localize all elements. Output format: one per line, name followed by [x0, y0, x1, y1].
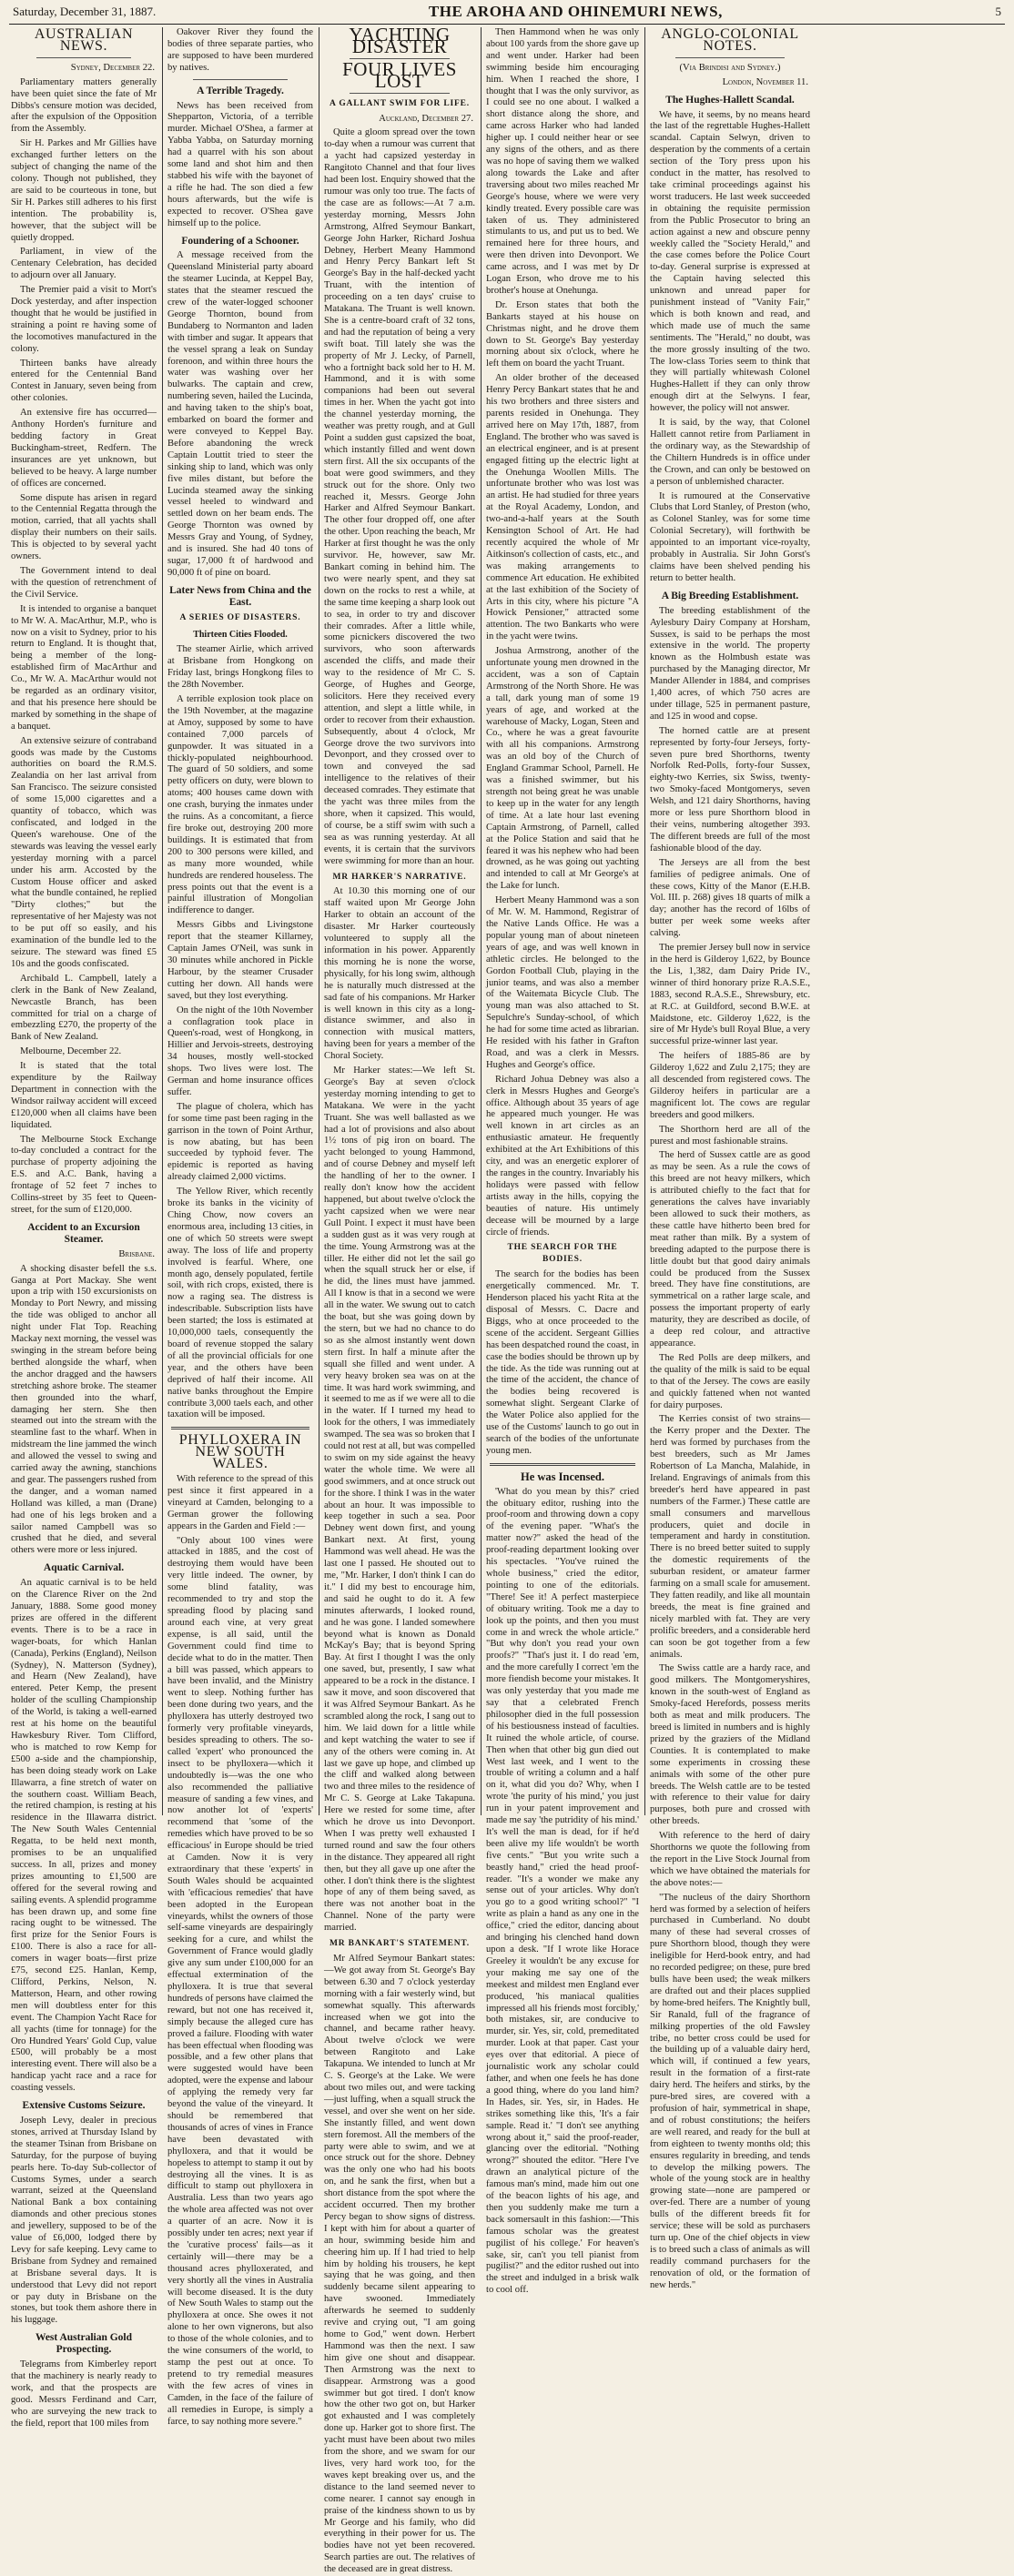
- article-heading: Aquatic Carnival.: [43, 1562, 125, 1574]
- dateline: Brisbane.: [118, 1248, 155, 1259]
- paragraph: An extensive fire has occurred—Anthony Horden's furniture and bedding factory in Great Buckingham-street, Redfern. The insurances are yet unknown, but believed to be heavy. A large number of offices are concerned.: [11, 408, 157, 489]
- paragraph: The premier Jersey bull now in service in the herd is Gilderoy 1,622, by Bounce the Lis, 1,382, dam Dairy Pride IV., winner of third honorary prize R.A.S.E., 1883, second R.A.S.E., Shrewsbury, etc. at R.C. at Guildford, second B.W.E. at Maidstone, etc. Gilderoy 1,622, is the sire of Mr Hyde's bull Royal Blue, a very successful prize-winner last year.: [650, 943, 810, 1047]
- subheading: MR BANKART'S STATEMENT.: [330, 1939, 470, 1949]
- paragraph: It is stated that the total expenditure by the Railway Department in connection with the Windsor railway accident will exceed £120,000 when all claims have been liquidated.: [11, 1061, 157, 1130]
- paragraph: Thirteen banks have already entered for the Centennial Band Contest in January, seven being from other colonies.: [11, 358, 157, 404]
- column-anglo-colonial-notes: [650, 26, 810, 2290]
- paragraph: At 10.30 this morning one of our staff waited upon Mr George John Harker to obtain an account of the disaster. Mr Harker courteously volunteered to supply all the information in his power. Apparently this morning he is none the worse, physically, for his long swim, although he is naturally much distressed at the sad fate of his companions. Mr Harker is well known in this city as a long-distance swimmer, and also in connection with musical matters, having been for years a member of the Choral Society.: [324, 886, 475, 1062]
- divider: [350, 93, 450, 94]
- column-2: [167, 27, 313, 2427]
- paragraph: News has been received from Shepparton, Victoria, of a terrible murder. Michael O'Shea, a farmer at Yabba Yabba, on Saturday morning had a quarrel with his son about some land and shot him and then stabbed his wife with the bayonet of a rifle he had. The son died a few hours afterwards, but the wife is expected to recover. O'Shea gave himself up to the police.: [167, 100, 313, 228]
- article-heading: A Big Breeding Establishment.: [661, 590, 799, 601]
- column-rule: [481, 27, 482, 1815]
- paragraph: On the night of the 10th November a conflagration took place in Queen's-road, west of Hongkong, in Hillier and Jervois-streets, destroying 34 houses, mostly well-stocked shops. Two lives were lost. The German and home insurance offices suffer.: [167, 1005, 313, 1097]
- paragraph: Messrs Gibbs and Livingstone report that the steamer Killarney, Captain James O'Neil, was sunk in 30 minutes while anchored in Pickle Harbour, by the steamer Crusader cutting her down. All hands were saved, but they lost everything.: [167, 920, 313, 1001]
- paragraph: Herbert Meany Hammond was a son of Mr. W. M. Hammond, Registrar of the Native Lands Office. He was a popular young man of about nineteen years of age, and was well known in athletic circles. He belonged to the Gordon Football Club, playing in the junior teams, and was also a member of the Waitemata Bicycle Club. The young man was also attached to St. Sepulchre's Sunday-school, of which he had for some time acted as librarian. He resided with his father in Grafton Road, and was a clerk in Messrs. Hughes and George's office.: [486, 895, 639, 1070]
- paragraph: Sir H. Parkes and Mr Gillies have exchanged further letters on the subject of changing the name of the colony. Though not published, they are said to be courteous in tone, but Sir H. Parkes still adheres to his first intention. The probability is, however, that the subject will be quietly dropped.: [11, 138, 157, 243]
- paragraph: The horned cattle are at present represented by forty-four Jerseys, forty-seven pure bred Shorthorns, twenty Norfolk Red-Polls, forty-four Sussex, eighty-two Kerries, six Swiss, twenty-two Smoky-faced Montgomerys, seven Welsh, and 121 dairy Shorthorns, having more or less pure Shorthorn blood in their veins, numbering altogether 393. The different breeds are full of the most fashionable blood of the day.: [650, 725, 810, 854]
- column-yachting-disaster: [324, 24, 475, 2575]
- article-heading: The Hughes-Hallett Scandal.: [665, 94, 795, 106]
- article-heading: Extensive Customs Seizure.: [22, 2100, 146, 2112]
- dateline: London, November 11.: [722, 76, 808, 87]
- article-heading: Foundering of a Schooner.: [181, 235, 299, 247]
- paragraph: With reference to the herd of dairy Shorthorns we quote the following from the report in the Live Stock Journal from which we have obtained the materials for the above notes:—: [650, 1831, 810, 1888]
- article-heading: A Terrible Tragedy.: [197, 85, 284, 96]
- paragraph: "The nucleus of the dairy Shorthorn herd was formed by a selection of heifers purchased in Cumberland. No doubt many of these had several crosses of pure Shorthorn blood, though they were ineligible for Herd-book entry, and had no recorded pedigree; on these, pure bred bulls have been used; the weak milkers are drafted out and their places supplied by home-bred heifers. The Knightly bull, Sir Ranald, full of the fragrance of milking properties of the old Fawsley tribe, no better cross could be used for the building up of a valuable dairy herd, which will, if continued a few years, result in the formation of a first-rate dairy herd. The heifers and stirks, by the pure-bred sires, are covered with a profusion of hair, symmetrical in shape, and of robust constitutions; the heifers are well reared, and ready for the bull at from eighteen to twenty months old; this ensures regularity in breeding, and tends to develop the milking powers. The whole of the young stock are in healthy growing state—none are pampered or over-fed. There are a number of young bulls of the different breeds fit for service; these will be sold as purchasers turn up. One of the chief objects in view is to breed such a class of animals as will readily command purchasers for the renovation of old, or the formation of new herds.": [650, 1892, 810, 2290]
- paragraph: Archibald L. Campbell, lately a clerk in the Bank of New Zealand, Newcastle Branch, has been committed for trial on a charge of embezzling £270, the property of the Bank of New Zealand.: [11, 973, 157, 1043]
- article-body: [324, 886, 475, 1935]
- paragraph: The Swiss cattle are a hardy race, and good milkers. The Montgomeryshires, known in the south-west of England as Smoky-faced Herefords, possess merits both as meat and milk producers. The breed is limited in numbers and is highly prized by the graziers of the Midland Counties. It is contemplated to make some experiments in crossing these animals with some of the other pure breeds. The Welsh cattle are to be tested with reference to their value for dairy purposes, both pure and crossed with other breeds.: [650, 1663, 810, 1827]
- paragraph: Some dispute has arisen in regard to the Centennial Regatta through the motion, carried, that all yachts shall display their numbers on their sails. This is objected to by several yacht owners.: [11, 492, 157, 562]
- paragraph: A terrible explosion took place on the 19th November, at the magazine at Amoy, supposed by some to have contained 7,000 parcels of gunpowder. It was situated in a thickly-populated neighbourhood. The guard of 50 soldiers, and some petty officers on duty, were blown to atoms; 400 houses came down with one crash, burying the inmates under the ruins. As a concomitant, a fierce fire broke out, destroying 200 more buildings. It is estimated that from 200 to 300 persons were killed, and as many more wounded, while hundreds are rendered houseless. The press points out that the event is a painful illustration of Mongolian indifference to danger.: [167, 694, 313, 916]
- divider: [193, 79, 288, 80]
- paragraph: The herd of Sussex cattle are as good as may be seen. As a rule the cows of this breed are not heavy milkers, which is attributed chiefly to the fact that for generations the calves have invariably been allowed to suck their mothers, as these cattle have hitherto been bred for meat rather than milk. By a system of breeding adapted to the purpose there is little doubt but that good dairy animals could be produced from the Sussex breed. They have fine constitutions, are symmetrical on a rather large scale, and possess the important property of early maturity, they are described as docile, of a deep red colour, and attractive appearance.: [650, 1150, 810, 1349]
- article-body: [486, 27, 639, 1238]
- section-title: ANGLO-COLONIAL NOTES.: [661, 26, 799, 54]
- paragraph: The search for the bodies has been energetically commenced. Mr. T. Henderson placed his yacht Rita at the disposal of Messrs. C. Dacre and Biggs, who at once proceeded to the scene of the accident. Sergeant Gillies has been despatched round the coast, in case the bodies should be thrown up by the tide. As the tide was running out at the time of the accident, the chance of the bodies being recovered is somewhat slight. Sergeant Clarke of the Water Police also applied for the use of the Customs' launch to go out in search of the bodies of the unfortunate young men.: [486, 1269, 639, 1456]
- column-4: [486, 27, 639, 2296]
- paragraph: The Melbourne Stock Exchange to-day concluded a contract for the purchase of property adjoining the E.S. and A.C. Bank, having a frontage of 52 feet 7 inches to Collins-street by 35 feet to Queen-street, for the sum of £120,000.: [11, 1134, 157, 1215]
- dateline: Auckland, December 27.: [379, 113, 473, 124]
- paragraph: An aquatic carnival is to be held on the Clarence River on the 2nd January, 1888. Some good money prizes are offered in the different events. There is to be a race in wager-boats, for which Hanlan (Canada), Perkins (England), Neilson (Sydney), N. Matterson (Sydney), and Hearn (New Zealand), have entered. Peter Kemp, the present holder of the sculling Championship of the World, is taking a well-earned rest at his home on the beautiful Hawkesbury River. Tom Clifford, who is matched to row Kemp for £500 a-side and the championship, has been doing steady work on Lake Illawarra, a fine stretch of water on the southern coast. William Beach, the retired champion, is resting at his residence in the Illawarra district. The New South Wales Centennial Regatta, to be held next month, promises to be an unqualified success. In all, prizes and money prizes amounting to £1,500 are offered for the several rowing and sailing events. A splendid programme has been drawn up, and some fine racing ought to be witnessed. The first prize for the Senior Fours is £100. There is also a race for all-comers in wager boats—first prize £75, second £25. Hanlan, Kemp, Clifford, Perkins, Nelson, N. Matterson, Hearn, and other rowing men will doubtless enter for this event. The Champion Yacht Race for all yachts (time for tonnage) for the Oro Hundred Years' Gold Cup, value £500, will probably be a most interesting event. There will also be a handicap yacht race and a race for coasting vessels.: [11, 1578, 157, 2094]
- dateline: Sydney, December 22.: [70, 62, 155, 73]
- via-line: (Via Brindisi and Sydney.): [679, 62, 781, 73]
- article-heading: Accident to an Excursion Steamer.: [27, 1221, 140, 1245]
- paragraph: Melbourne, December 22.: [20, 1046, 122, 1057]
- paragraph: The Shorthorn herd are all of the purest and most fashionable strains.: [650, 1124, 810, 1147]
- paragraph: Mr Harker states:—We left St. George's Bay at seven o'clock yesterday morning intending to get to Matakana. We were in the yacht Truant. She was well ballasted as we had a lot of provisions and also about 1½ tons of pig iron on board. The yacht belonged to young Hammond, and of course Debney and myself left the handling of her to the owner. I really don't know how the accident happened, but about twelve o'clock the yacht capsized when we were near Gull Point. I expect it must have been a sudden gust as it was very rough at the time. Young Armstrong was at the tiller. He either did not let the sail go when the squall struck her or else, if he did, the lines must have jammed. All I know is that in a second we were all in the water. We swung out to catch the boat, but she was going down by the stern, but we had no chance to do so as she almost instantly went down stern first. In half a minute after the squall she filled and went under. A very heavy broken sea was on at the time. It was hard work swimming, and it seemed to me as if we were all to die in the water. If I turned my head to look for the others, I was immediately swamped. The sea was so broken that I could not rest at all, but was compelled to swim on my side against the heavy water the whole time. We were all good swimmers, and at once struck out for the shore. I think I was in the water about an hour. It was impossible to keep together in such a sea. Poor Debney went down first, and young Bankart next. At first, young Hammond was well ahead. He was the last one I passed. He shouted out to me, "Mr. Harker, I don't think I can do it." I did my best to encourage him, and said he ought to do it. A few minutes afterwards, I looked round, and he was gone. I landed somewhere beyond what is known as Donald McKay's Bay; that is beyond Spring Bay. At first I thought I was the only one saved, but, presently, I saw what appeared to be a rock in the distance. I saw it move, and soon discovered that it was Alfred Seymour Bankart. As he scrambled along the rock, I sang out to him. We laid down for a little while and kept watching the water to see if any of the others were coming in. At last we gave up hope, and climbed up the cliff and walked along between two and three miles to the residence of Mr C. S. George at Lake Takapuna. Here we rested for some time, after which he drove us into Devonport. When I was pretty well exhausted I turned round and saw the four others in the distance. They appeared all right then, but they all gave up one after the other. I don't think there is the slightest hope of any of them being saved, as there was not another boat in the Channel. None of the party were married.: [324, 1066, 475, 1934]
- section-title: FOUR LIVES LOST: [342, 57, 457, 92]
- paragraph: The Kerries consist of two strains—the Kerry proper and the Dexter. The herd was formed by purchases from the best breeders, such as Mr James Robertson of La Mancha, Malahide, in Ireland. Engravings of animals from this breeder's herd have appeared in past numbers of the Farmer.) These cattle are small consumers and marvellous producers, quiet and docile in temperament and hardy in constitution. There is no breed better suited to supply the domestic requirements of the suburban resident, or amateur farmer farming on a small scale for amusement. They fatten readily, and like all mountain breeds, the meat is fine grained and nicely marbled with fat. They are very prolific breeders, and a considerable herd can soon be got together from a few animals.: [650, 1414, 810, 1660]
- section-title: YACHTING DISASTER: [349, 24, 451, 57]
- article-body: [650, 110, 810, 585]
- paragraph: Quite a gloom spread over the town to-day when a rumour was current that a yacht had capsized yesterday in Rangitoto Channel and that four lives had been lost. Enquiry showed that the rumour was only too true. The facts of the case are as follows:—At 7 a.m. yesterday morning, Messrs John Armstrong, Alfred Seymour Bankart, George John Harker, Richard Joshua Debney, Herbert Meany Hammond and Henry Percy Bankart left St George's Bay in the half-decked yacht Truant, with the intention of proceeding on a ten days' cruise to Matakana. The Truant is well known. She is a centre-board craft of 32 tons, and had the reputation of being a very swift boat. Till lately she was the property of Mr J. Lecky, of Parnell, who a fortnight back sold her to H. M. Hammond, and it is with some companions had been out several times in her. When the yacht got into the channel yesterday morning, the weather was pretty rough, and at Gull Point a sudden gust capsized the boat, which instantly filled and went down stern first. All the six occupants of the boat were good swimmers, and they struck out for the shore. Only two reached it, Messrs. George John Harker and Alfred Seymour Bankart. The other four dropped off, one after the other. Upon reaching the beach, Mr Harker at first thought he was the only survivor. He, however, saw Mr. Bankart coming in behind him. The two were nearly spent, and they sat down on the rocks to rest a while, at the same time keeping a sharp look out to sea, in order to try and discover their comrades. After a little while, some picnickers discovered the two survivors, who soon afterwards ascended the cliffs, and made their way to the residence of Mr C. S. George, of Hughes and George, solicitors. Here they received every attention, and slept a little while, in order to recover from their exhaustion. Subsequently, about 4 o'clock, Mr George drove the two survivors into Devonport, and they crossed over to town and conveyed the sad intelligence to the relatives of their deceased comrades. They estimate that the yacht was three miles from the shore, when it capsized. This would, of course, be a stiff swim with such a sea as was running yesterday. At all events, it is certain that the survivors were swimming for more than an hour.: [324, 127, 475, 866]
- paragraph: It is intended to organise a banquet to Mr W. A. MacArthur, M.P., who is now on a visit to Sydney, prior to his return to England. It is thought that, being a member of the long-established firm of MacArthur and Co., Mr W. A. MacArthur would not be regarded as an ordinary visitor, and that his presence here should be marked by something in the shape of a banquet.: [11, 603, 157, 732]
- subheading: A SERIES OF DISASTERS.: [179, 612, 301, 622]
- masthead-rule: [9, 24, 1005, 25]
- issue-date: Saturday, December 31, 1887.: [13, 5, 157, 18]
- article-body: [167, 644, 313, 1421]
- section-title: AUSTRALIAN NEWS.: [34, 26, 134, 54]
- paper-name: THE AROHA AND OHINEMURI NEWS,: [428, 3, 723, 20]
- section-title: PHYLLOXERA IN NEW SOUTH WALES.: [178, 1432, 302, 1472]
- paragraph: Oakover River they found the bodies of three separate parties, who are supposed to have been murdered by natives.: [167, 27, 313, 73]
- subheading: Thirteen Cities Flooded.: [193, 629, 288, 640]
- paragraph: Joseph Levy, dealer in precious stones, arrived at Thursday Island by the steamer Tsinan from Brisbane on Saturday, for the purpose of buying pearls here. To-day Sub-collector of Customs Symes, under a search warrant, seized at the Queensland National Bank a box containing diamonds and other precious stones and jewellery, supposed to be of the value of £6,000, lodged there by Levy for safe keeping. Levy came to Brisbane from Sydney and remained at Brisbane several days. It is understood that Levy did not report or pay duty in Brisbane on the stones, but took them ashore there in his luggage.: [11, 2115, 157, 2326]
- paragraph: Parliament, in view of the Centenary Celebration, has decided to adjourn over all January.: [11, 247, 157, 281]
- paragraph: The Government intend to deal with the question of retrenchment of the Civil Service.: [11, 565, 157, 600]
- paragraph: Richard Johua Debney was also a clerk in Messrs Hughes and George's office. Although about 35 years of age he appeared much younger. He was well known in art circles as an enthusiastic amateur. He frequently exhibited at the Art Exhibitions of this city, and was an energetic explorer of the ranges in the country. Invariably his holidays were passed with fellow artists away in the hills, copying the beauties of nature. His untimely decease will be mourned by a large circle of friends.: [486, 1074, 639, 1237]
- article-body: [11, 1578, 157, 2095]
- article-body: [167, 27, 313, 75]
- paragraph: With reference to the spread of this pest since it first appeared in a vineyard at Camden, belonging to a German grower the following appears in the Garden and Field :—: [167, 1474, 313, 1531]
- paragraph: An older brother of the deceased Henry Percy Bankart states that he and his two brothers and three sisters and parents resided in Onehunga. They arrived here on May 17th, 1887, from England. The brother who was saved is an electrical engineer, and is at present engaged fitting up the electric light at the Onehunga Woollen Mills. The unfortunate brother who was lost was an artist. He had studied for three years at the Royal Academy, London, and two-and-a-half years at the South Kensington School of Art. He had recently acquired the whole of Mr Aitkinson's collection of casts, etc., and was making arrangements to commence Art education. He exhibited at the last exhibition of the Society of Arts in this city, where his picture "A Howick Pensioner," attracted some attention. The two Bankarts who were in the yacht were twins.: [486, 373, 639, 642]
- article-body: [11, 2116, 157, 2327]
- article-heading: West Australian Gold Prospecting.: [35, 2332, 133, 2356]
- article-body: [11, 77, 157, 1217]
- paragraph: An extensive seizure of contraband goods was made by the Customs authorities on board the R.M.S. Zealandia on her last arrival from San Francisco. The seizure consisted of some 15,000 cigarettes and a quantity of tobacco, which was confiscated, and lodged in the Queen's warehouse. One of the stewards was leaving the vessel early yesterday morning with a parcel under his arm. Accosted by the Custom House officer and asked what the bundle contained, he replied "Dirty clothes;" but the representative of her Majesty was not to be put off so easily, and his examination of the bundle led to the seizure. The steward was fined £5 10s and the goods confiscated.: [11, 735, 157, 969]
- paragraph: Telegrams from Kimberley report that the machinery is nearly ready to work, and that the prospects are good. Messrs Ferdinand and Carr, who are surveying the new track to the field, report that 100 miles from: [11, 2359, 157, 2429]
- page-number: 5: [995, 5, 1001, 18]
- article-body: [11, 1264, 157, 1558]
- paragraph: The Yellow River, which recently broke its banks in the vicinity of Ching Chow, now covers an enormous area, including 13 cities, in one of which 50 streets were swept away. The loss of life and property involved is fearful. Where, one month ago, densely populated, fertile soil, with rich crops, existed, there is now a raging sea. The distress is indescribable. Subscription lists have been started; the loss is estimated at 10,000,000 taels, consequently the board of revenue stopped the salary of all the provincial officials for one year, and the others have been deprived of half their income. All native banks throughout the Empire contribute 3,000 taels each, and other taxation will be imposed.: [167, 1187, 313, 1420]
- paragraph: "Only about 100 vines were attacked in 1885, and the cost of destroying them would have been very little indeed. The owner, by some blind fatality, was recommended to try and stop the spreading flood by placing sand around each vine, at very great expense, is all said, until the Government could find time to decide what to do in the matter. Then a bill was passed, which appears to have been invalid, and the Ministry went to sleep. Nothing further has been done during two years, and the phylloxera has utterly destroyed two formerly very profitable vineyards, besides spreading to others. The so-called 'expert' who pronounced the insect to be phylloxera—which it undoubtedly is—was the one who also recommended the palliative measure of sanding a few vines, and now another lot of 'experts' recommend that 'some of the remedies which have proved to be so efficacious' in Europe should be tried at Camden. Now it is very extraordinary that these 'experts' in South Wales should be acquainted with 'efficacious remedies' that have been adopted in the European vineyards, whilst the owners of those self-same vineyards are despairingly seeking for a cure, and whilst the Government of France would gladly give any sum under £100,000 for an effectual extermination of the phylloxera. It is true that several hundreds of persons have claimed the reward, but not one has received it, simply because the alleged cure has proved a failure. Flooding with water has been effectual when flooding was possible, and a few other plans that were suggested would have been adopted, were the expense and labour of applying the remedy very far beyond the value of the vineyard. It should be remembered that thousands of acres of vines in France have been devastated with phylloxera, and that it would be hopeless to attempt to stamp it out by destroying all the vines. It is as difficult to stamp out phylloxera in Australia. Less than two years ago the whole area affected was not over a quarter of an acre. Now it is possibly under ten acres; next year if the 'curative process' fails—as it certainly will—there may be a thousand acres phylloxerated, and very shortly all the vines in Australia will become diseased. It is the duty of New South Wales to stamp out the phylloxera at once. She owes it not alone to her own vignerons, but also to those of the whole colonies, and to the wine consumers of the world, to stamp the pest out at once. To pretend to try remedial measures with the few acres of vines in Camden, in the face of the failure of all remedies in Europe, is simply a farce, to say nothing more severe.": [167, 1535, 313, 2427]
- article-body: [167, 1474, 313, 2428]
- paragraph: Mr Alfred Seymour Bankart states:—We got away from St. George's Bay between 6.30 and 7 o'clock yesterday morning with a fair westerly wind, but somewhat squally. This afterwards increased when we got into the channel, and became rather heavy. About twelve o'clock we were between Rangitoto and Lake Takapuna. We intended to lunch at Mr C. S. George's at the Lake. We were about two miles out, and were tacking—just luffing, when a squall struck the vessel, and over she went on her side. She instantly filled, and went down stern foremost. All the members of the party were able to swim, and we at once struck out for the shore. Debney was the only one who had his boots on, and he sank the first, when but a short distance from the spot where the accident occurred. Then my brother Percy began to show signs of distress. I kept with him for about a quarter of an hour, swimming beside him and cheering him up. If I had tried to help him by holding his trousers, he kept saying that he was going, and then suddenly became silent appearing to have swooned. Immediately afterwards he seemed to suddenly revive and crying out, "I am going home to God," went down. Herbert Hammond was then the next. I saw him give one shout and disappear. Then Armstrong was the next to disappear. Armstrong was a good swimmer but got tired. I don't know how the other two got on, but Harker got exhausted and I was completely done up. Harker got to shore first. The yacht must have been about two miles from the shore, and we swam for our lives, very hard work too, for the waves kept breaking over us, and the distance to the land seemed never to come nearer. I cannot say enough in praise of the kindness shown to us by Mr George and his family, who did everything in their power for us. The bodies have not yet been recovered. Search parties are out. The relatives of the deceased are in great distress.: [324, 1954, 475, 2575]
- paragraph: Then Hammond when he was only about 100 yards from the shore gave up and went under. Harker had been swimming beside him encouraging him. When I reached the shore, I thought that I was the only survivor, as I could see no one about. I walked a short distance along the shore, and came across Harker who had landed higher up. I could neither hear or see any signs of the others, and as there was no hope of saving them we walked along towards the Lake and after traversing about two miles reached Mr George's house, where we were very kindly treated. Every possible care was taken of us. They administered stimulants to us, and put us to bed. We remained here for three hours, and were then driven into Devonport. We came across, and I was met by Dr Logan Erson, who drove me to his brother's house at Onehunga.: [486, 27, 639, 296]
- divider: [675, 57, 785, 58]
- subheading: MR HARKER'S NARRATIVE.: [332, 872, 467, 882]
- paragraph: The Premier paid a visit to Mort's Dock yesterday, and after inspection thought that he would be justified in straining a point re having some of the locomotives manufactured in the colony.: [11, 285, 157, 354]
- paragraph: Dr. Erson states that both the Bankarts stayed at his house on Christmas night, and he drove them down to St. George's Bay yesterday morning about six o'clock, where he left them on board the yacht Truant.: [486, 299, 639, 369]
- paragraph: A shocking disaster befell the s.s. Ganga at Port Mackay. She went upon a trip with 150 excursionists on Monday to Port Newry, and missing the tide was obliged to anchor all night under Flat Top. Reaching Mackay next morning, the vessel was swinging in the stream before being berthed alongside the wharf, when the anchor dragged and the hawsers stretching ashore broke. The steamer then grounded into the wharf, damaging her stern. She then steamed out into the stream with the steamline fast to the wharf. When in midstream the line jammed the winch and allowed the vessel to swing and carried away the awning, stanchions and gear. The passengers rushed from the danger, and a woman named Holland was killed, a man (Drane) had one of his legs broken and a sailor named Campbell was so crushed that he died, and several others were more or less injured.: [11, 1263, 157, 1556]
- paragraph: It is said, by the way, that Colonel Hallett cannot retire from Parliament in the ordinary way, as the Stewardship of the Chiltern Hundreds is in office under the Crown, and can only be bestowed on a person of unblemished character.: [650, 418, 810, 487]
- subheading: A GALLANT SWIM FOR LIFE.: [330, 98, 470, 108]
- column-rule: [162, 27, 163, 1815]
- article-body: [11, 2359, 157, 2430]
- article-body: [486, 1269, 639, 1458]
- article-body: [486, 1487, 639, 2298]
- paragraph: The heifers of 1885-86 are by Gilderoy 1,622 and Zulu 2,175; they are all descended from registered cows. The Gilderoy heifers in particular are a magnificent lot. The cows are regular breeders and good milkers.: [650, 1051, 810, 1120]
- paragraph: The steamer Airlie, which arrived at Brisbane from Hongkong on Friday last, brings Hongkong files to the 28th November.: [167, 644, 313, 691]
- paragraph: It is rumoured at the Conservative Clubs that Lord Stanley, of Preston (who, as Colonel Stanley, was for some time Colonial Secretary), will forthwith be appointed to an important vice-royalty, probably in Australia. Sir John Gorst's claims have been shelved pending his return to better health.: [650, 490, 810, 583]
- paragraph: A message received from the Queensland Ministerial party aboard the steamer Lucinda, at Keppel Bay, states that the steamer rescued the crew of the water-logged schooner George Thornton, bound from Bundaberg to Normanton and laden with timber and sugar. It appears that the vessel sprang a leak on Sunday forenoon, and within three hours the water was washing over her bulwarks. The captain and crew, numbering seven, hailed the Lucinda, and having taken to the ship's boat, embarked on board the former and were conveyed to Keppel Bay. Before abandoning the wreck Captain Louttit tried to steer the sinking ship to land, which was only five miles distant, but before the Lucinda steamed away the sinking vessel heeled to windward and settled down on her beam ends. The George Thornton was owned by Messrs Gray and Young, of Sydney, and is insured. She had 40 tons of sugar, 17,000 ft of hardwood and 90,000 ft of pine on board.: [167, 250, 313, 578]
- masthead: [13, 2, 1001, 22]
- paragraph: 'What do you mean by this?' cried the obituary editor, rushing into the proof-room and throwing down a copy of the evening paper. "What's the matter now?" asked the head of the proof-reading department looking over his spectacles. "You've ruined the whole business," cried the editor, pointing to one of the editorials. "There! See it! A perfect masterpiece of obituary writing. Took me a day to look up the points, and then you must come in and wreck the whole article." "But why don't you read your own proofs?" "That's just it. I do read 'em, and the more carefully I correct 'em the more fiendish become your mistakes. It was only yesterday that you made me say that a celebrated French philosopher died in the full possession of his bestiousness instead of faculties. It ruined the whole article, of course. Then when that other big gun died out West last week, and I went to the trouble of writing a column and a half on it, what did you do? Why, when I wrote 'the purity of his mind,' you just run in your patent improvement and made me say 'the putridity of his mind.' It's well the man is dead, for if he'd been alive my life wouldn't be worth five cents." "But you write such a beastly hand," cried the head proof-reader. "It's a wonder we make any sense out of your articles. Why don't you go to a good writing school?" "I write as plain a hand as any one in the office," cried the editor, dancing about and bringing his clenched hand down upon a desk. "If I wrote like Horace Greeley it wouldn't be any excuse for your making me say one of the meekest and mildest men England ever produced, 'his maniacal qualities impressed all his friends most forcibly,' both mistakes, sir, are conducive to murder, sir. Yes, sir, cold, premeditated murder. Look at that paper. Cast your eyes over that editorial. A piece of journalistic work any scholar could father, and when one feels he has done a good thing, where do you land him? In Hades, sir. Yes, sir, in Hades. He strikes something like this, 'It's a fair sample. Read it.' "I don't see anything wrong about it," said the proof-reader, glancing over the editorial. "Nothing wrong?" shouted the editor. "Here I've drawn an analytical picture of the famous man's mind, made him out one of the beacon lights of his age, and then you suddenly make me turn a back somersault in this fashion:—'This famous scholar was the greatest pugilist of his college.' For heaven's sake, sir, can't you tell pianist from pugilist?" and the editor rushed out into the street and indulged in a brisk walk to cool off.: [486, 1486, 639, 2296]
- column-rule: [644, 27, 645, 1815]
- paragraph: Parliamentary matters generally have been quiet since the fate of Mr Dibbs's censure motion was decided, after the expulsion of the Opposition from the Assembly.: [11, 76, 157, 135]
- divider: [171, 1427, 309, 1429]
- paragraph: The plague of cholera, which has for some time past been raging in the garrison in the town of Point Arthur, is now abating, but has been succeeded by typhoid fever. The epidemic is reported as having already claimed 2,000 victims.: [167, 1101, 313, 1183]
- subheading: THE SEARCH FOR THE BODIES.: [507, 1243, 618, 1265]
- divider: [36, 57, 131, 58]
- article-body: [167, 250, 313, 579]
- paragraph: We have, it seems, by no means heard the last of the regrettable Hughes-Hallett scandal. Captain Selwyn, driven to desperation by the comments of a certain section of the Tory press upon his conduct in the matter, has resolved to take criminal proceedings against his worst traducers. He last week succeeded in obtaining the requisite permission from the Public Prosecutor to bring an action against a new and obscure penny weekly called the "Society Herald," and the case comes before the Police Court to-day. General surprise is expressed at the Captain having selected this unknown and unread paper for punishment instead of "Vanity Fair," which is both known and read, and which made use of much the same sentiments. The "Herald," no doubt, was the more grossly insulting of the two. The low-class Tories seem to think that they will partially whitewash Colonel Hughes-Hallett if they can only throw enough dirt at the Selwyns. I fear, however, the policy will not answer.: [650, 109, 810, 414]
- article-body: [324, 1954, 475, 2576]
- column-australian-news: [11, 26, 157, 2429]
- article-heading: Later News from China and the East.: [169, 584, 311, 608]
- article-body: [167, 101, 313, 230]
- paragraph: The Red Polls are deep milkers, and the quality of the milk is said to be equal to that of the Jersey. The cows are easily and quickly fattened when not wanted for dairy purposes.: [650, 1352, 810, 1410]
- paragraph: The Jerseys are all from the best families of pedigree animals. One of these cows, Kitty of the Manor (E.H.B. Vol. III. p. 268) gives 18 quarts of milk a day; another has the record of 16lbs of butter per week some weeks after calving.: [650, 857, 810, 939]
- divider: [490, 1463, 635, 1466]
- article-body: [324, 127, 475, 867]
- paragraph: The breeding establishment of the Aylesbury Dairy Company at Horsham, Sussex, is said to be perhaps the most extensive in the world. The property known as the Holmbush estate was purchased by the Managing director, Mr Mander Allender in 1884, and comprises 1,400 acres, of which 750 acres are under tillage, 525 in permanent pasture, and 125 in wood and copse.: [650, 605, 810, 722]
- article-heading: He was Incensed.: [520, 1470, 605, 1483]
- article-body: [650, 606, 810, 2292]
- paragraph: Joshua Armstrong, another of the unfortunate young men drowned in the accident, was a son of Captain Armstrong of the North Shore. He was a tall, dark young man of some 19 years of age, and worked at the warehouse of Macky, Logan, Steen and Co., where he was a great favourite with all his companions. Armstrong was an old boy of the Church of England Grammar School, Parnell. He was a finished swimmer, but his strength not being great he was unable to keep up in the water for any length of time. At a late hour last evening Captain Armstrong, of Parnell, called at the Police Station and said that he feared it was his nephew who had been drowned, as he was going out yachting and intended to call at Mr George's at the Lake for lunch.: [486, 646, 639, 892]
